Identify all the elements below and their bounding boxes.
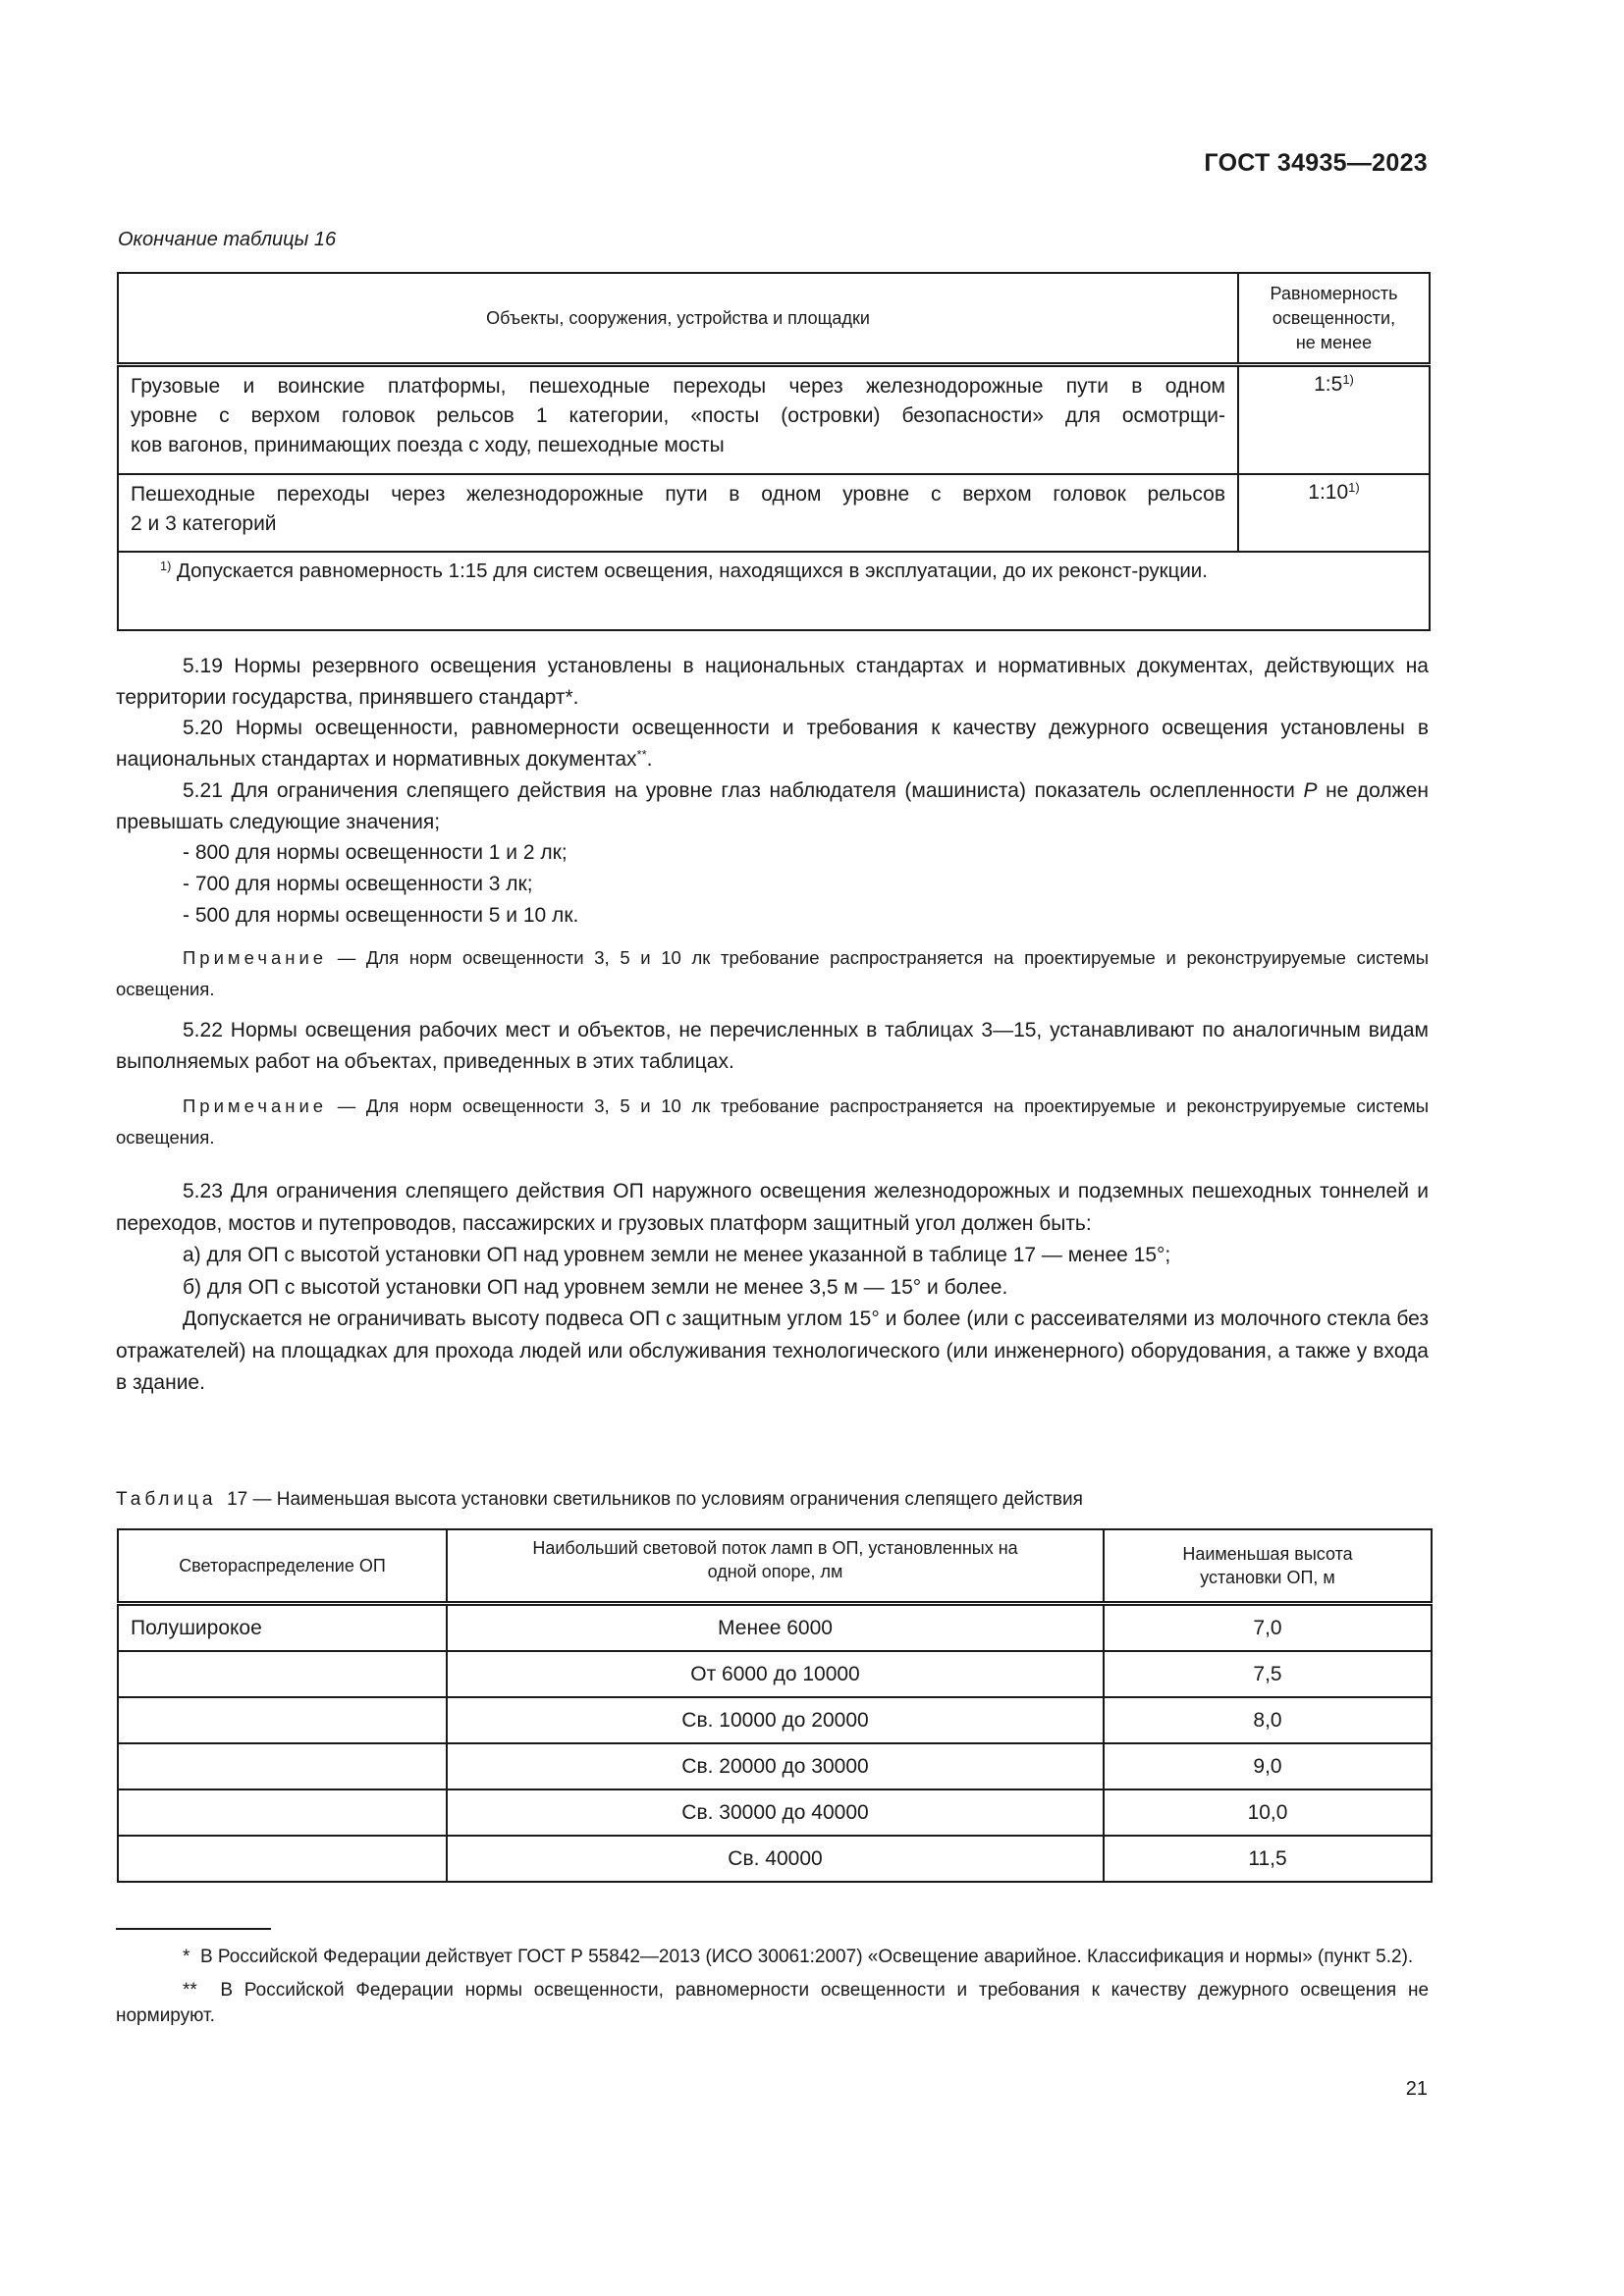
punct: . — [646, 748, 653, 772]
footnote-text: В Российской Федерации нормы освещенности, равномерности освещенности и требования к качеству дежурного освещения не нормируют. — [116, 1980, 1430, 2026]
cell-distribution: Полуширокое — [118, 1604, 447, 1652]
clause-5-20 — [116, 713, 1429, 774]
cell-flux: Св. 30000 до 40000 — [447, 1789, 1104, 1836]
uniformity-value: 1:10 — [1308, 481, 1349, 504]
footnote-marker: 1) — [160, 559, 172, 574]
footnote-ref: ** — [636, 746, 647, 762]
footnote-text: Допускается равномерность 1:15 для систем освещения, находящихся в эксплуатации, до их реконст-рукции. — [177, 560, 1208, 582]
cell-height: 10,0 — [1104, 1789, 1432, 1836]
cell-flux: Св. 20000 до 30000 — [447, 1743, 1104, 1789]
uniformity-value: 1:5 — [1314, 373, 1343, 396]
note-1 — [116, 942, 1429, 1005]
clause-text: Для ограничения слепящего действия на уровне глаз наблюдателя (машиниста) показатель ослепленности — [231, 778, 1295, 802]
cell-line: уровне с верхом головок рельсов 1 категории, «посты (островки) безопасности» для осмотрщи- — [131, 404, 1225, 427]
clause-number: 5.22 — [183, 1019, 223, 1041]
caption-label: Таблица — [116, 1489, 217, 1510]
table16-continuation-caption: Окончание таблицы 16 — [118, 229, 337, 250]
note-paragraph — [116, 942, 1429, 1005]
cell-flux: Св. 40000 — [447, 1836, 1104, 1882]
table-row — [118, 365, 1430, 475]
table-row — [118, 474, 1430, 552]
table16-footnote — [118, 552, 1430, 630]
allowance-paragraph: Допускается не ограничивать высоту подвеса ОП с защитным углом 15° и более (или с рассеивателями из молочного стекла без отражателей) на площадках для прохода людей или обслуживания технологического (или инженерного) оборудования, а также у входа в здание. — [116, 1308, 1429, 1394]
sections-519-521 — [116, 651, 1429, 931]
cell-uniformity — [1238, 474, 1430, 552]
cell-line: Грузовые и воинские платформы, пешеходные переходы через железнодорожные пути в одном — [131, 375, 1225, 398]
table-footnote-row — [118, 552, 1430, 630]
table-row — [118, 1836, 1432, 1882]
clause-text: не должен превышать следующие значения; — [116, 778, 1429, 833]
cell-distribution — [118, 1836, 447, 1882]
footnote-ref: * — [565, 685, 573, 709]
clause-5-21 — [116, 775, 1429, 837]
clause-text: Нормы резервного освещения установлены в национальных стандартах и нормативных документах, действующих на территории государства, принявшего стандарт — [116, 655, 1429, 709]
header-line: освещенности, — [1272, 307, 1396, 328]
header-line: установки ОП, м — [1200, 1568, 1335, 1587]
cell-flux: Менее 6000 — [447, 1604, 1104, 1652]
cell-distribution — [118, 1743, 447, 1789]
cell-line: Пешеходные переходы через железнодорожные пути в одном уровне с верхом головок рельсов — [131, 483, 1225, 506]
footnote-ref: 1) — [1348, 479, 1360, 495]
list-item-b: б) для ОП с высотой установки ОП над уровнем земли не менее 3,5 м — 15° и более. — [183, 1275, 1008, 1299]
footnote-marker: * — [183, 1947, 190, 1967]
cell-line: ков вагонов, принимающих поезда с ходу, пешеходные мосты — [131, 434, 725, 456]
cell-flux: Св. 10000 до 20000 — [447, 1697, 1104, 1743]
footnote-marker: ** — [183, 1980, 197, 2001]
list-item-a: а) для ОП с высотой установки ОП над уровнем земли не менее указанной в таблице 17 — менее 15°; — [183, 1244, 1171, 1266]
table-row — [118, 1697, 1432, 1743]
note-2 — [116, 1091, 1429, 1153]
list-item: - 800 для нормы освещенности 1 и 2 лк; — [183, 841, 568, 865]
table-row — [118, 1789, 1432, 1836]
clause-5-22 — [116, 1015, 1429, 1078]
cell-uniformity — [1238, 365, 1430, 475]
list-item: - 500 для нормы освещенности 5 и 10 лк. — [183, 903, 579, 927]
cell-object — [118, 365, 1238, 475]
clause-text: Нормы освещенности, равномерности освещенности и требования к качеству дежурного освещения установлены в национальных стандартах и нормативных документах — [116, 717, 1429, 772]
column-header-distribution: Светораспределение ОП — [118, 1529, 447, 1604]
clause-number: 5.20 — [183, 717, 223, 740]
note-text: — Для норм освещенности 3, 5 и 10 лк требование распространяется на проектируемые и реконструируемые системы освещения. — [116, 1095, 1429, 1148]
column-header-uniformity — [1238, 273, 1430, 365]
page-footnotes — [116, 1945, 1429, 2037]
column-header-height — [1104, 1529, 1432, 1604]
variable-p: P — [1303, 778, 1318, 802]
clause-number: 5.19 — [183, 655, 223, 677]
table-header-row — [118, 273, 1430, 365]
document-id-header: ГОСТ 34935—2023 — [1204, 149, 1428, 177]
table-row — [118, 1651, 1432, 1697]
clause-number: 5.21 — [183, 778, 223, 802]
note-label: Примечание — [183, 1095, 328, 1116]
footnote-1 — [116, 1945, 1429, 1970]
limit-list — [116, 837, 1429, 931]
clause-paragraph — [116, 1015, 1429, 1078]
clause-paragraph — [116, 1176, 1429, 1240]
footnote-ref: 1) — [1342, 371, 1354, 387]
table-17 — [117, 1528, 1433, 1883]
column-header-flux — [447, 1529, 1104, 1604]
punct: . — [572, 685, 579, 709]
clause-5-23 — [116, 1176, 1429, 1400]
table17-caption — [116, 1489, 1083, 1511]
header-line: Наименьшая высота — [1182, 1544, 1353, 1564]
clause-text: Для ограничения слепящего действия ОП наружного освещения железнодорожных и подземных пешеходных тоннелей и переходов, мостов и путепроводов, пассажирских и грузовых платформ защитный угол должен быть: — [116, 1180, 1429, 1235]
cell-height: 7,5 — [1104, 1651, 1432, 1697]
cell-flux: От 6000 до 10000 — [447, 1651, 1104, 1697]
clause-number: 5.23 — [183, 1180, 223, 1202]
header-line: Наибольший световой поток ламп в ОП, установленных на — [532, 1538, 1018, 1558]
clause-text: Нормы освещения рабочих мест и объектов, не перечисленных в таблицах 3—15, устанавливают по аналогичным видам выполняемых работ на объектах, приведенных в этих таблицах. — [116, 1019, 1429, 1073]
note-label: Примечание — [183, 947, 328, 968]
cell-line: 2 и 3 категорий — [131, 512, 277, 535]
cell-height: 9,0 — [1104, 1743, 1432, 1789]
caption-text: 17 — Наименьшая высота установки светильников по условиям ограничения слепящего действия — [227, 1489, 1083, 1510]
cell-height: 7,0 — [1104, 1604, 1432, 1652]
cell-distribution — [118, 1789, 447, 1836]
footnote-separator — [116, 1928, 271, 1930]
table-header-row — [118, 1529, 1432, 1604]
table-16 — [117, 272, 1431, 631]
cell-distribution — [118, 1697, 447, 1743]
list-item: - 700 для нормы освещенности 3 лк; — [183, 872, 533, 895]
header-line: одной опоре, лм — [707, 1562, 843, 1581]
cell-height: 8,0 — [1104, 1697, 1432, 1743]
footnote-2 — [116, 1978, 1429, 2029]
header-line: Равномерность — [1270, 283, 1398, 303]
clause-5-19 — [116, 651, 1429, 713]
page-number: 21 — [1405, 2078, 1428, 2100]
note-text: — Для норм освещенности 3, 5 и 10 лк требование распространяется на проектируемые и реконструируемые системы освещения. — [116, 947, 1429, 999]
cell-height: 11,5 — [1104, 1836, 1432, 1882]
header-line: не менее — [1295, 332, 1373, 352]
cell-object — [118, 474, 1238, 552]
column-header-objects: Объекты, сооружения, устройства и площадки — [118, 273, 1238, 365]
cell-distribution — [118, 1651, 447, 1697]
footnote-text: В Российской Федерации действует ГОСТ Р 55842—2013 (ИСО 30061:2007) «Освещение аварийное. Классификация и нормы» (пункт 5.2). — [199, 1947, 1414, 1967]
table-row — [118, 1604, 1432, 1652]
table-row — [118, 1743, 1432, 1789]
note-paragraph — [116, 1091, 1429, 1153]
